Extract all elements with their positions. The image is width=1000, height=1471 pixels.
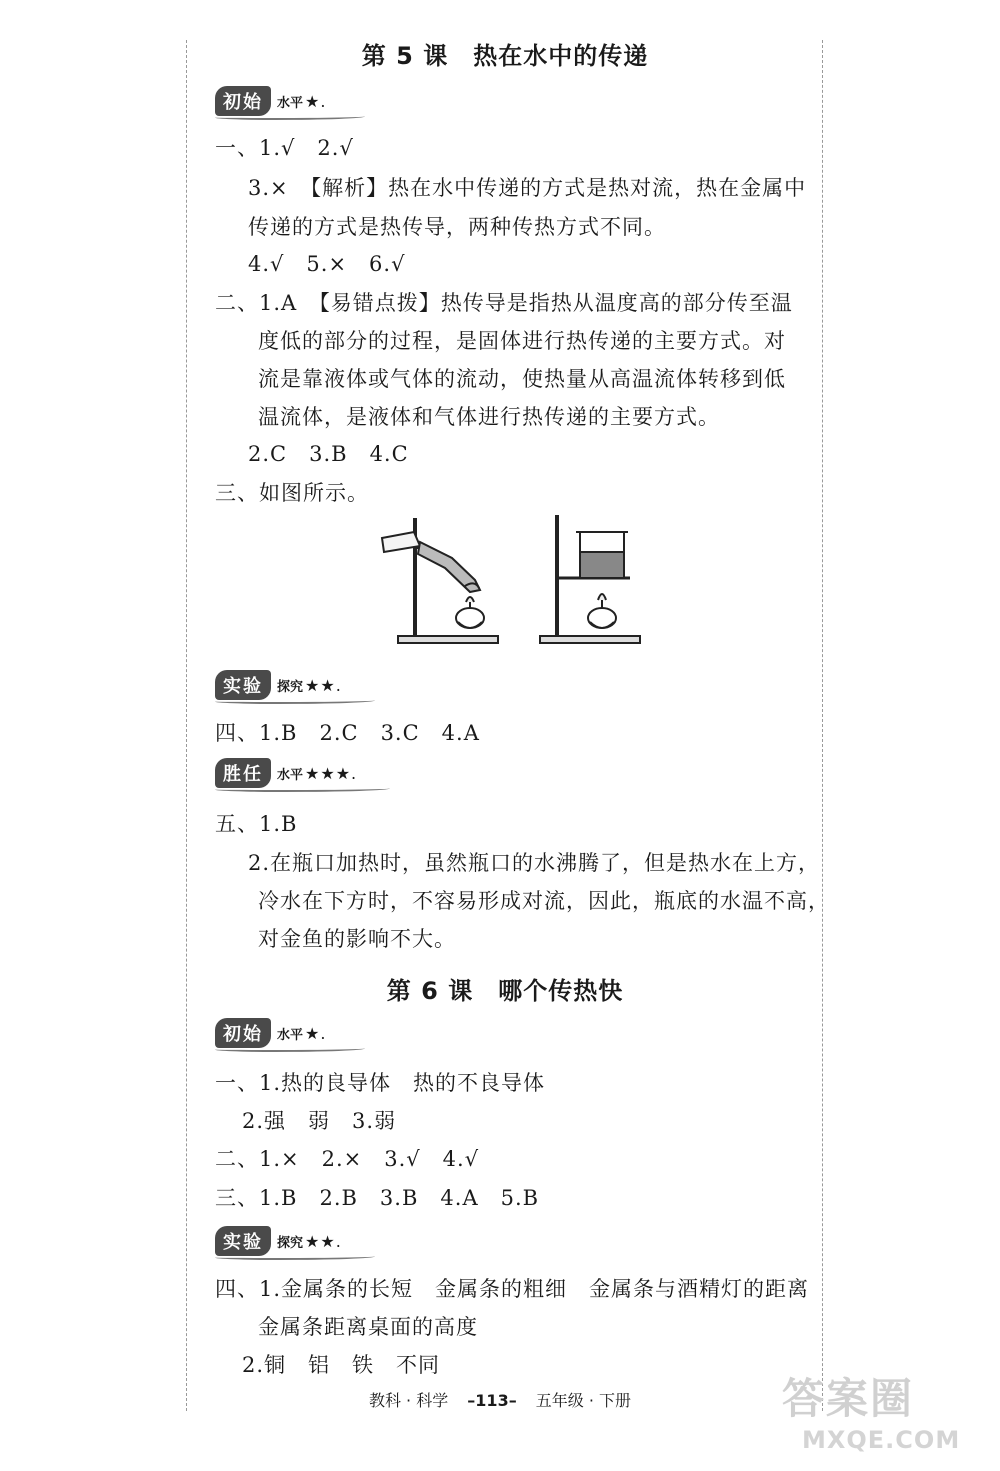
level-badge-initial bbox=[215, 86, 365, 116]
badge-stars: ★★. bbox=[305, 1231, 342, 1251]
beaker-apparatus bbox=[540, 515, 640, 643]
answer-line: 冷水在下方时，不容易形成对流，因此，瓶底的水温不高， bbox=[258, 889, 830, 913]
watermark bbox=[782, 1366, 982, 1461]
answer-line: 一、1.热的良导体 热的不良导体 bbox=[215, 1071, 546, 1095]
badge-underline bbox=[215, 114, 365, 120]
badge-level: 水平 bbox=[277, 767, 304, 783]
answer-line: 四、1.B 2.C 3.C 4.A bbox=[215, 721, 480, 745]
lesson5-title: 第 5 课 热在水中的传递 bbox=[361, 42, 649, 70]
tilted-tube-apparatus bbox=[382, 518, 498, 643]
page-footer bbox=[330, 1388, 670, 1411]
answer-line: 3.× 【解析】热在水中传递的方式是热对流，热在金属中 bbox=[248, 176, 807, 200]
badge-underline bbox=[215, 786, 390, 792]
answer-line: 4.√ 5.× 6.√ bbox=[248, 252, 406, 276]
level-badge-initial bbox=[215, 1018, 365, 1048]
badge-tag: 初始 bbox=[215, 1018, 271, 1048]
badge-level: 水平 bbox=[277, 95, 304, 111]
footer-subject: 教科 · 科学 bbox=[368, 1391, 449, 1410]
badge-underline bbox=[215, 1046, 365, 1052]
answer-line: 对金鱼的影响不大。 bbox=[258, 927, 456, 951]
answer-line: 2.在瓶口加热时，虽然瓶口的水沸腾了，但是热水在上方， bbox=[248, 851, 821, 875]
watermark-url: MXQE.COM bbox=[802, 1426, 961, 1454]
answer-line: 二、1.A 【易错点拨】热传导是指热从温度高的部分传至温 bbox=[215, 291, 793, 315]
page-number: –113– bbox=[467, 1391, 517, 1410]
level-badge-experiment bbox=[215, 670, 375, 700]
badge-level: 水平 bbox=[277, 1027, 304, 1043]
answer-line: 三、如图所示。 bbox=[215, 481, 369, 505]
level-badge-competent bbox=[215, 758, 390, 788]
level-badge-experiment bbox=[215, 1226, 375, 1256]
answer-line: 传递的方式是热传导，两种传热方式不同。 bbox=[248, 215, 666, 239]
badge-stars: ★★. bbox=[305, 675, 342, 695]
badge-tag: 实验 bbox=[215, 670, 271, 700]
watermark-logo-text: 答案圈 bbox=[782, 1374, 915, 1423]
badge-level: 探究 bbox=[277, 679, 304, 695]
answer-line: 一、1.√ 2.√ bbox=[215, 136, 354, 160]
answer-line: 三、1.B 2.B 3.B 4.A 5.B bbox=[215, 1186, 540, 1210]
badge-stars: ★. bbox=[305, 91, 327, 111]
lesson6-title: 第 6 课 哪个传热快 bbox=[386, 977, 624, 1005]
badge-stars: ★★★. bbox=[305, 763, 358, 783]
badge-underline bbox=[215, 698, 375, 704]
answer-line: 二、1.× 2.× 3.√ 4.√ bbox=[215, 1147, 480, 1171]
answer-line: 流是靠液体或气体的流动，使热量从高温流体转移到低 bbox=[258, 367, 786, 391]
answer-line: 金属条距离桌面的高度 bbox=[258, 1315, 478, 1339]
left-margin-rule bbox=[186, 40, 187, 1411]
answer-line: 度低的部分的过程，是固体进行热传递的主要方式。对 bbox=[258, 329, 786, 353]
answer-line: 2.强 弱 3.弱 bbox=[242, 1109, 397, 1133]
answer-line: 五、1.B bbox=[215, 812, 298, 836]
apparatus-figure bbox=[370, 510, 670, 650]
right-margin-rule bbox=[822, 40, 823, 1411]
badge-tag: 胜任 bbox=[215, 758, 271, 788]
badge-tag: 实验 bbox=[215, 1226, 271, 1256]
answer-line: 温流体，是液体和气体进行热传递的主要方式。 bbox=[258, 405, 720, 429]
badge-level: 探究 bbox=[277, 1235, 304, 1251]
badge-stars: ★. bbox=[305, 1023, 327, 1043]
badge-underline bbox=[215, 1254, 375, 1260]
answer-line: 2.铜 铝 铁 不同 bbox=[242, 1353, 441, 1377]
answer-line: 2.C 3.B 4.C bbox=[248, 442, 409, 466]
footer-grade: 五年级 · 下册 bbox=[535, 1391, 632, 1410]
answer-line: 四、1.金属条的长短 金属条的粗细 金属条与酒精灯的距离 bbox=[215, 1277, 810, 1301]
badge-tag: 初始 bbox=[215, 86, 271, 116]
